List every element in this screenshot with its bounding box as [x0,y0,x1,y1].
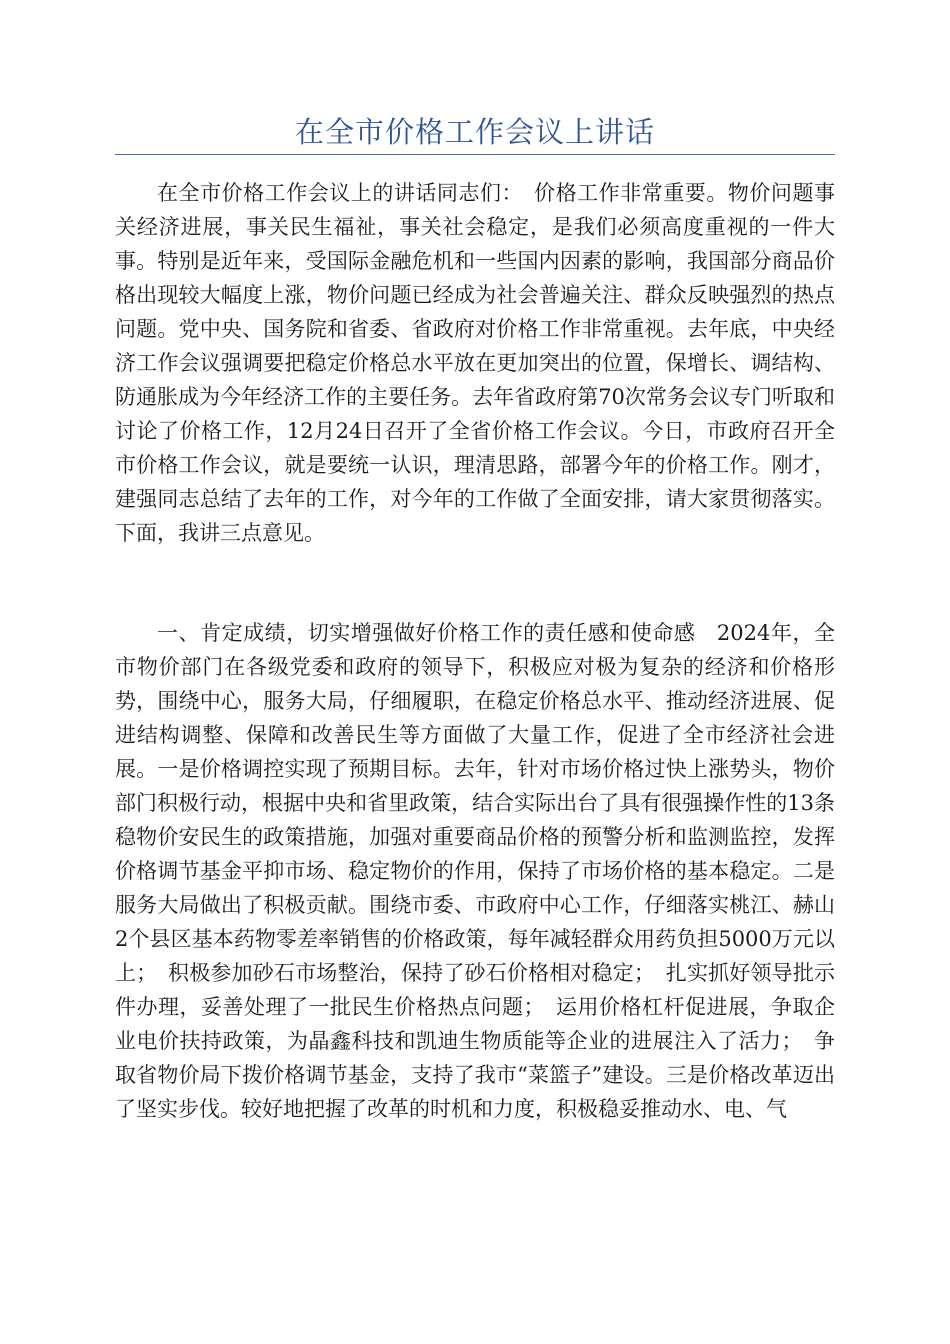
paragraph-section-one: 一、肯定成绩，切实增强做好价格工作的责任感和使命感 2024年，全市物价部门在各级党委和政府的领导下，积极应对极为复杂的经济和价格形势，围绕中心，服务大局，仔细履职，在稳定价格总水平、推动经济进展、促进结构调整、保障和改善民生等方面做了大量工作，促进了全市经济社会进展。一是价格调控实现了预期目标。去年，针对市场价格过快上涨势头，物价部门积极行动，根据中央和省里政策，结合实际出台了具有很强操作性的13条稳物价安民生的政策措施，加强对重要商品价格的预警分析和监测监控，发挥价格调节基金平抑市场、稳定物价的作用，保持了市场价格的基本稳定。二是服务大局做出了积极贡献。围绕市委、市政府中心工作，仔细落实桃江、赫山2个县区基本药物零差率销售的价格政策，每年减轻群众用药负担5000万元以上； 积极参加砂石市场整治，保持了砂石价格相对稳定； 扎实抓好领导批示件办理，妥善处理了一批民生价格热点问题； 运用价格杠杆促进展，争取企业电价扶持政策，为晶鑫科技和凯迪生物质能等企业的进展注入了活力； 争取省物价局下拨价格调节基金，支持了我市“菜篮子”建设。三是价格改革迈出了坚实步伐。较好地把握了改革的时机和力度，积极稳妥推动水、电、气 [115,621,835,1121]
title-underline [115,154,835,155]
document-title: 在全市价格工作会议上讲话 [294,115,655,149]
paragraph-opening: 在全市价格工作会议上的讲话同志们： 价格工作非常重要。物价问题事关经济进展，事关民生福祉，事关社会稳定，是我们必须高度重视的一件大事。特别是近年来，受国际金融危机和一些国内因素的影响，我国部分商品价格出现较大幅度上涨，物价问题已经成为社会普遍关注、群众反映强烈的热点问题。党中央、国务院和省委、省政府对价格工作非常重视。去年底，中央经济工作会议强调要把稳定价格总水平放在更加突出的位置，保增长、调结构、防通胀成为今年经济工作的主要任务。去年省政府第70次常务会议专门听取和讨论了价格工作，12月24日召开了全省价格工作会议。今日，市政府召开全市价格工作会议，就是要统一认识，理清思路，部署今年的价格工作。刚才，建强同志总结了去年的工作，对今年的工作做了全面安排，请大家贯彻落实。下面，我讲三点意见。 [115,181,835,545]
